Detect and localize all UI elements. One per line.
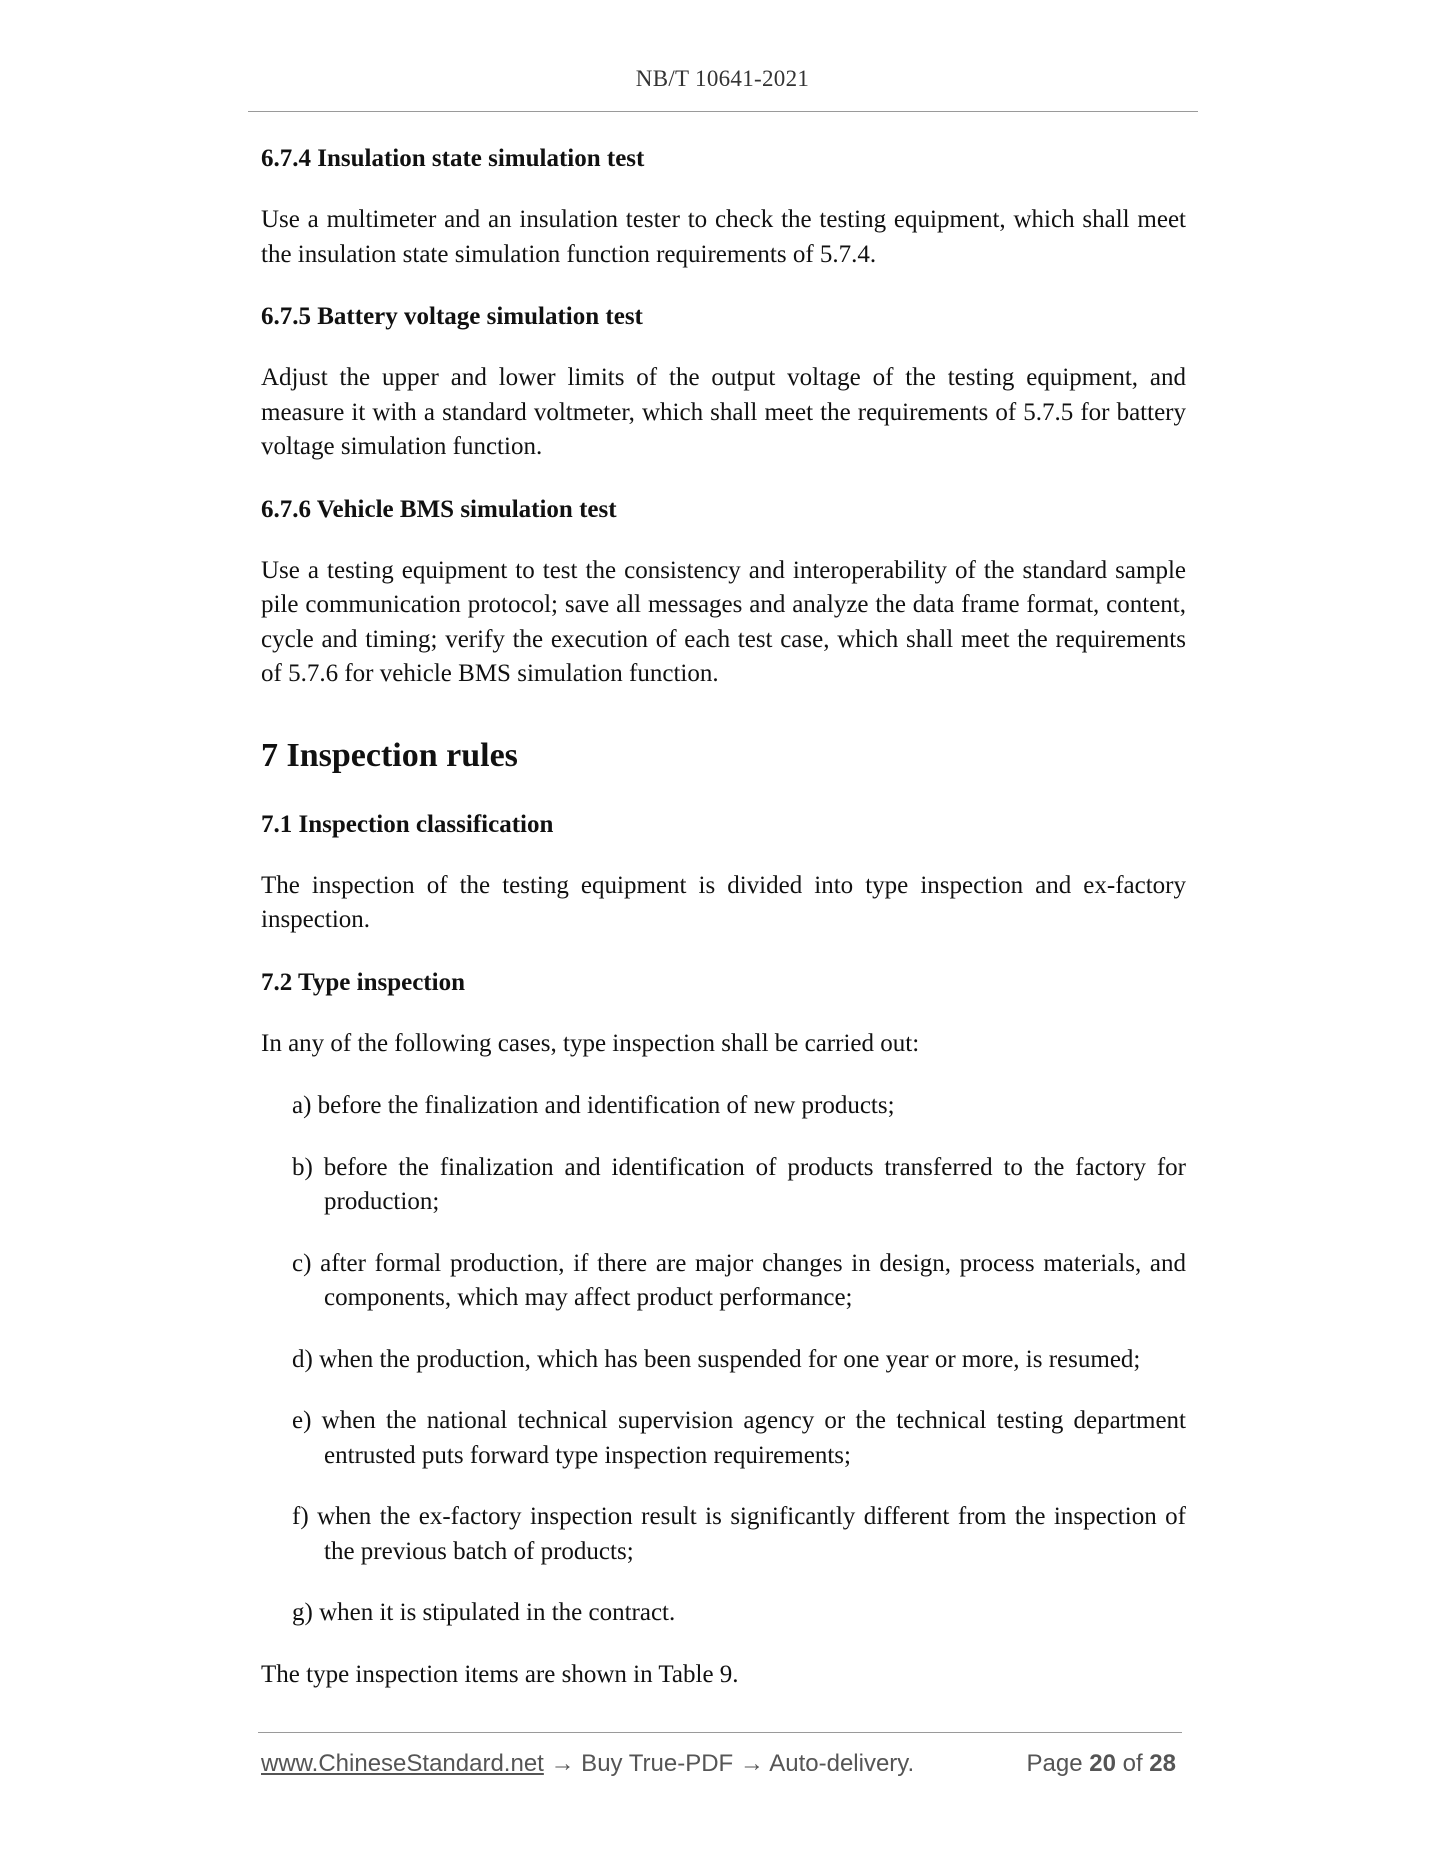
heading-7-2: 7.2 Type inspection [261,968,465,996]
page-content [261,142,1186,1720]
header-divider [248,111,1198,112]
list-item: e) when the national technical supervision agency or the technical testing department entrusted puts forward type inspection requirements; [292,1407,1186,1469]
page-number: 20 [1089,1750,1116,1777]
page-indicator [1027,1750,1176,1778]
paragraph-6-7-4: Use a multimeter and an insulation tester to check the testing equipment, which shall meet the insulation state simulation function requirements of 5.7.4. [261,206,1186,268]
heading-7-1: 7.1 Inspection classification [261,810,554,838]
page-total: 28 [1149,1750,1176,1777]
website-link[interactable]: www.ChineseStandard.net [261,1750,544,1777]
heading-6-7-6: 6.7.6 Vehicle BMS simulation test [261,495,617,523]
list-item: g) when it is stipulated in the contract. [292,1599,676,1626]
paragraph-6-7-6: Use a testing equipment to test the consistency and interoperability of the standard sample pile communication protocol; save all messages and analyze the data frame format, content, cycle and timing; verify the execution of each test case, which shall meet the requirements of 5.7.6 for vehicle BMS simulation function. [261,556,1186,687]
type-inspection-case-list [261,1089,1186,1631]
list-item: f) when the ex-factory inspection result is significantly different from the inspection of the previous batch of products; [292,1503,1186,1565]
of-label: of [1115,1750,1150,1777]
list-item: a) before the finalization and identification of new products; [292,1092,895,1119]
document-code-header: NB/T 10641-2021 [635,66,810,91]
heading-7: 7 Inspection rules [261,736,518,774]
list-item: d) when the production, which has been suspended for one year or more, is resumed; [292,1345,1141,1373]
footer-promo [261,1750,914,1778]
heading-6-7-5: 6.7.5 Battery voltage simulation test [261,303,643,330]
paragraph-7-1: The inspection of the testing equipment is divided into type inspection and ex-factory inspection. [261,871,1186,933]
paragraph-6-7-5: Adjust the upper and lower limits of the output voltage of the testing equipment, and measure it with a standard voltmeter, which shall meet the requirements of 5.7.5 for battery voltage simulation function. [261,364,1186,460]
page-label: Page [1026,1750,1090,1777]
paragraph-7-2-intro: In any of the following cases, type inspection shall be carried out: [261,1029,920,1057]
paragraph-7-2-closing: The type inspection items are shown in Table 9. [261,1660,739,1688]
heading-6-7-4: 6.7.4 Insulation state simulation test [261,145,645,172]
list-item: b) before the finalization and identification of products transferred to the factory for production; [292,1153,1186,1215]
list-item: c) after formal production, if there are major changes in design, process materials, and components, which may affect product performance; [292,1249,1186,1311]
footer-tagline: → Buy True-PDF → Auto-delivery. [543,1750,915,1777]
footer-divider [258,1732,1182,1733]
